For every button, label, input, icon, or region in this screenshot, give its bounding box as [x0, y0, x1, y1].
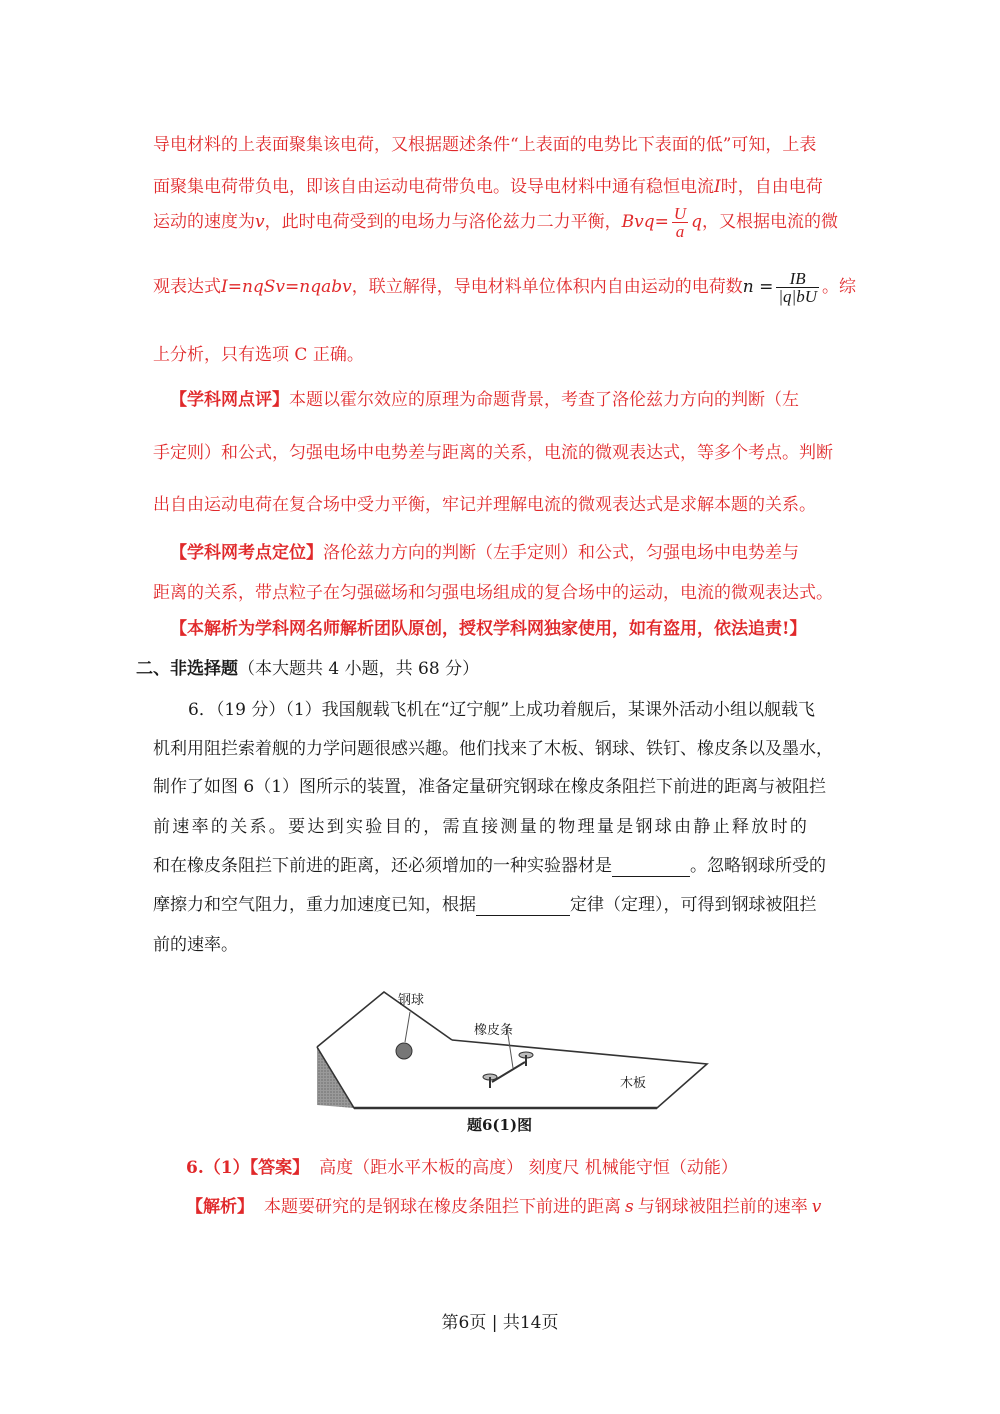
question-line-4: 前速率的关系。要达到实验目的，需直接测量的物理量是钢球由静止释放时的: [153, 817, 810, 837]
answer-blank-1[interactable]: [612, 856, 690, 877]
question-line-3: 制作了如图 6（1）图所示的装置，准备定量研究钢球在橡皮条阻拦下前进的距离与被阻拦: [153, 777, 827, 797]
current-symbol: I: [714, 177, 721, 197]
comment-tag: 【学科网点评】: [170, 390, 289, 410]
analysis-text: ，联立解得，导电材料单位体积内自由运动的电荷数: [351, 277, 743, 297]
answer-line: [186, 1153, 855, 1178]
analysis-text: 。综: [821, 277, 856, 297]
page-footer: 第6页 | 共14页: [441, 1313, 559, 1333]
analysis-text: ，此时电荷受到的电场力与洛伦兹力二力平衡，: [264, 212, 622, 232]
analysis-text: 观表达式: [153, 277, 221, 297]
question-line-1: 6．（19 分）（1）我国舰载飞机在“辽宁舰”上成功着舰后，某课外活动小组以舰载飞: [188, 700, 816, 720]
analysis-line-2: [153, 172, 855, 197]
section-header: [136, 654, 855, 679]
fraction-ib-over-qbu: [776, 270, 819, 305]
charge-symbol: q: [691, 212, 703, 232]
answer-blank-2[interactable]: [476, 895, 570, 916]
analysis-text: ，又根据电流的微: [702, 212, 839, 232]
comment-line-2: 手定则）和公式，匀强电场中电势差与距离的关系，电流的微观表达式，等多个考点。判断: [153, 443, 833, 463]
analysis-line-3: [153, 205, 855, 240]
force-equation: Bvq=: [621, 212, 669, 232]
label-steel-ball: 钢球: [398, 993, 425, 1008]
answer-tag: 【答案】: [249, 1158, 310, 1178]
analysis-text: 运动的速度为: [153, 212, 255, 232]
question-line-6: [153, 890, 855, 916]
section-title: 二、非选择题: [136, 659, 238, 679]
speed-symbol: v: [811, 1197, 822, 1217]
steel-ball: [396, 1043, 412, 1059]
explanation-line: [186, 1192, 855, 1217]
fraction-denominator: a: [675, 222, 685, 241]
comment-line-3: 出自由运动电荷在复合场中受力平衡，牢记并理解电流的微观表达式是求解本题的关系。: [153, 495, 816, 515]
slope-top-edge: [317, 992, 452, 1047]
apparatus-figure: [312, 980, 716, 1140]
question-text: 。忽略钢球所受的: [690, 856, 826, 876]
question-text: 摩擦力和空气阻力，重力加速度已知，根据: [153, 895, 476, 915]
fraction-numerator: U: [673, 204, 687, 223]
analysis-text: 时，自由电荷: [720, 177, 823, 197]
location-line-1: [170, 538, 855, 563]
location-text: 洛伦兹力方向的判断（左手定则）和公式，匀强电场中电势差与: [323, 543, 799, 563]
fraction-denominator: |q|bU: [778, 287, 817, 306]
comment-line-1: [170, 385, 855, 410]
n-equation: n =: [742, 277, 774, 297]
board-outline: [317, 1040, 707, 1108]
ball-leader-line: [405, 1012, 410, 1042]
question-line-5: [153, 851, 855, 877]
fraction-u-over-a: [672, 205, 688, 240]
figure-caption: 题6(1)图: [467, 1116, 533, 1134]
question-line-2: 机利用阻拦索着舰的力学问题很感兴趣。他们找来了木板、钢球、铁钉、橡皮条以及墨水，: [153, 739, 833, 759]
analysis-text: 面聚集电荷带负电，即该自由运动电荷带负电。设导电材料中通有稳恒电流: [153, 177, 714, 197]
location-line-2: 距离的关系，带点粒子在匀强磁场和匀强电场组成的复合场中的运动，电流的微观表达式。: [153, 583, 833, 603]
distance-symbol: s: [625, 1197, 634, 1217]
analysis-line-4: [153, 270, 855, 305]
velocity-symbol: v: [255, 212, 265, 232]
explanation-text: 与钢球被阻拦前的速率: [637, 1197, 808, 1217]
label-rubber-band: 橡皮条: [474, 1023, 514, 1038]
comment-text: 本题以霍尔效应的原理为命题背景，考查了洛伦兹力方向的判断（左: [289, 390, 799, 410]
answer-text: 高度（距水平木板的高度） 刻度尺 机械能守恒（动能）: [319, 1158, 738, 1178]
copyright-notice: 【本解析为学科网名师解析团队原创，授权学科网独家使用，如有盗用，依法追责!】: [170, 619, 807, 639]
explanation-tag: 【解析】: [186, 1197, 254, 1217]
analysis-line-1: 导电材料的上表面聚集该电荷，又根据题述条件“上表面的电势比下表面的低”可知，上表: [153, 135, 817, 155]
label-board: 木板: [620, 1076, 647, 1091]
question-line-7: 前的速率。: [153, 935, 238, 955]
question-text: 定律（定理），可得到钢球被阻拦: [570, 895, 817, 915]
question-text: 和在橡皮条阻拦下前进的距离，还必须增加的一种实验器材是: [153, 856, 612, 876]
fraction-numerator: IB: [776, 270, 819, 288]
answer-prefix: 6.（1）: [186, 1158, 250, 1178]
section-note: （本大题共 4 小题，共 68 分）: [238, 659, 480, 679]
rubber-band: [492, 1062, 525, 1082]
current-equation: I=nqSv=nqabv: [221, 277, 352, 297]
location-tag: 【学科网考点定位】: [170, 543, 323, 563]
explanation-text: 本题要研究的是钢球在橡皮条阻拦下前进的距离: [264, 1197, 621, 1217]
analysis-line-5: 上分析，只有选项 C 正确。: [153, 345, 364, 365]
